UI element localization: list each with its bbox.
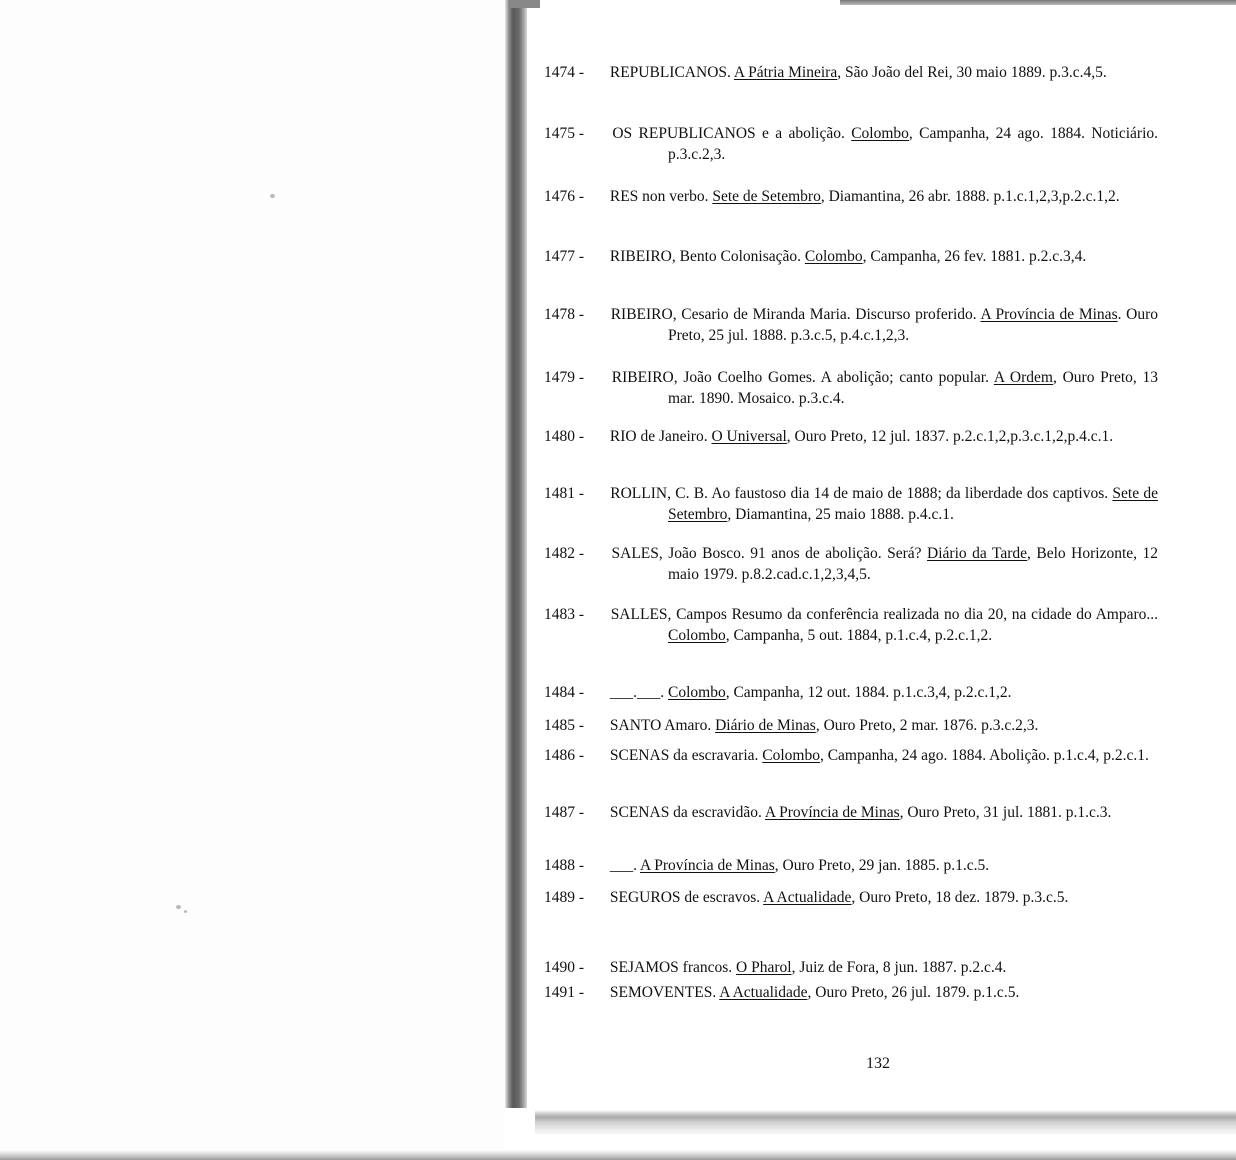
periodical-title: A Província de Minas <box>640 857 775 874</box>
entry-text: SEJAMOS francos. <box>609 959 737 976</box>
entry-text: SEGUROS de escravos. <box>609 889 764 906</box>
entry-text: RIBEIRO, Bento Colonisação. <box>609 248 805 265</box>
entry-1483: 1483 - SALLES, Campos Resumo da conferência realizada no dia 20, na cidade do Amparo... Colombo, Campanha, 5 out. 1884, p.1.c.4, p.2.c.1,2. <box>544 606 1158 644</box>
entry-details: , Ouro Preto, 18 dez. 1879. p.3.c.5. <box>851 889 1069 906</box>
page-number: 132 <box>866 1055 890 1072</box>
book-spine <box>505 0 527 1108</box>
entry-1490: 1490 - SEJAMOS francos. O Pharol, Juiz de Fora, 8 jun. 1887. p.2.c.4. <box>544 959 1007 976</box>
entry-details: . Ouro Preto, 25 jul. 1888. p.3.c.5, p.4.c.1,2,3. <box>668 306 1159 344</box>
speck-mark <box>270 194 275 198</box>
entry-details: , Ouro Preto, 31 jul. 1881. p.1.c.3. <box>899 804 1112 821</box>
entry-details: , Juiz de Fora, 8 jun. 1887. p.2.c.4. <box>791 959 1007 976</box>
entry-text: REPUBLICANOS. <box>609 64 734 81</box>
page-top-edge <box>840 0 1236 5</box>
entry-details: , Ouro Preto, 29 jan. 1885. p.1.c.5. <box>774 857 990 874</box>
entry-1487: 1487 - SCENAS da escravidão. A Província de Minas, Ouro Preto, 31 jul. 1881. p.1.c.3. <box>544 804 1112 821</box>
entry-text: SALES, João Bosco. 91 anos de abolição. Será? <box>611 545 928 562</box>
entry-details: , Diamantina, 26 abr. 1888. p.1.c.1,2,3,p.2.c.1,2. <box>820 188 1120 205</box>
periodical-title: Colombo <box>668 627 726 644</box>
entry-1476: 1476 - RES non verbo. Sete de Setembro, Diamantina, 26 abr. 1888. p.1.c.1,2,3,p.2.c.1,2. <box>544 188 1120 205</box>
periodical-title: A Actualidade <box>763 889 852 906</box>
entry-details: , Ouro Preto, 12 jul. 1837. p.2.c.1,2,p.3.c.1,2,p.4.c.1. <box>786 428 1114 445</box>
entry-1491: 1491 - SEMOVENTES. A Actualidade, Ouro Preto, 26 jul. 1879. p.1.c.5. <box>544 984 1020 1001</box>
periodical-title: A Ordem <box>993 369 1053 386</box>
periodical-title: A Pátria Mineira <box>733 64 838 81</box>
speck-mark <box>176 905 181 909</box>
periodical-title: Colombo <box>668 684 726 701</box>
entry-details: , Campanha, 26 fev. 1881. p.2.c.3,4. <box>862 248 1087 265</box>
entry-text: SEMOVENTES. <box>609 984 720 1001</box>
entry-1475: 1475 - OS REPUBLICANOS e a abolição. Colombo, Campanha, 24 ago. 1884. Noticiário. p.3.c.2,3. <box>544 125 1159 163</box>
entry-text: ___.___. <box>609 684 668 701</box>
scan-bottom-shadow <box>0 1150 1236 1160</box>
entry-text: ___. <box>609 857 641 874</box>
entry-text: SALLES, Campos Resumo da conferência realizada no dia 20, na cidade do Amparo... <box>610 606 1158 623</box>
periodical-title: A Província de Minas <box>980 306 1118 323</box>
entry-details: , Ouro Preto, 26 jul. 1879. p.1.c.5. <box>807 984 1020 1001</box>
periodical-title: A Actualidade <box>719 984 808 1001</box>
left-page <box>0 0 505 1160</box>
periodical-title: Colombo <box>804 248 863 265</box>
entry-text: RIBEIRO, Cesario de Miranda Maria. Discurso proferido. <box>610 306 981 323</box>
speck-mark <box>184 910 187 913</box>
entry-details: , Ouro Preto, 2 mar. 1876. p.3.c.2,3. <box>815 717 1039 734</box>
entry-text: RIO de Janeiro. <box>609 428 712 445</box>
entry-1489: 1489 - SEGUROS de escravos. A Actualidade, Ouro Preto, 18 dez. 1879. p.3.c.5. <box>544 889 1069 906</box>
entry-1488: 1488 - ___. A Província de Minas, Ouro Preto, 29 jan. 1885. p.1.c.5. <box>544 857 990 874</box>
page-bottom-edge <box>535 1110 1236 1134</box>
entry-1477: 1477 - RIBEIRO, Bento Colonisação. Colombo, Campanha, 26 fev. 1881. p.2.c.3,4. <box>544 248 1087 265</box>
entry-text: ROLLIN, C. B. Ao faustoso dia 14 de maio de 1888; da liberdade dos captivos. <box>610 485 1113 502</box>
entry-details: , Diamantina, 25 maio 1888. p.4.c.1. <box>727 506 954 523</box>
entry-text: OS REPUBLICANOS e a abolição. <box>612 125 852 142</box>
entry-1481: 1481 - ROLLIN, C. B. Ao faustoso dia 14 de maio de 1888; da liberdade dos captivos. Sete de Setembro, Diamantina, 25 maio 1888. p.4.c.1. <box>544 485 1158 523</box>
periodical-title: Colombo <box>762 747 820 764</box>
book-spine-top <box>510 0 540 8</box>
entry-details: , Campanha, 24 ago. 1884. Noticiário. p.3.c.2,3. <box>668 125 1159 163</box>
entry-1485: 1485 - SANTO Amaro. Diário de Minas, Ouro Preto, 2 mar. 1876. p.3.c.2,3. <box>544 717 1039 734</box>
entry-text: RIBEIRO, João Coelho Gomes. A abolição; canto popular. <box>611 369 994 386</box>
entry-text: SANTO Amaro. <box>609 717 716 734</box>
periodical-title: Diário da Tarde <box>927 545 1028 562</box>
entry-details: , Campanha, 5 out. 1884, p.1.c.4, p.2.c.1,2. <box>725 627 993 644</box>
periodical-title: Sete de Setembro <box>668 485 1158 523</box>
periodical-title: O Universal <box>711 428 787 445</box>
entry-text: RES non verbo. <box>609 188 713 205</box>
entry-1480: 1480 - RIO de Janeiro. O Universal, Ouro Preto, 12 jul. 1837. p.2.c.1,2,p.3.c.1,2,p.4.c.1. <box>544 428 1114 445</box>
entry-1486: 1486 - SCENAS da escravaria. Colombo, Campanha, 24 ago. 1884. Abolição. p.1.c.4, p.2.c.1. <box>544 747 1149 764</box>
entry-text: SCENAS da escravidão. <box>609 804 765 821</box>
entry-1482: 1482 - SALES, João Bosco. 91 anos de abolição. Será? Diário da Tarde, Belo Horizonte, 12 maio 1979. p.8.2.cad.c.1,2,3,4,5. <box>544 545 1158 583</box>
entry-1484: 1484 - ___.___. Colombo, Campanha, 12 out. 1884. p.1.c.3,4, p.2.c.1,2. <box>544 684 1012 701</box>
periodical-title: O Pharol <box>736 959 792 976</box>
entry-details: , São João del Rei, 30 maio 1889. p.3.c.4,5. <box>837 64 1107 81</box>
entry-details: , Campanha, 12 out. 1884. p.1.c.3,4, p.2.c.1,2. <box>725 684 1012 701</box>
periodical-title: Diário de Minas <box>715 717 816 734</box>
entry-1478: 1478 - RIBEIRO, Cesario de Miranda Maria. Discurso proferido. A Província de Minas. Ouro Preto, 25 jul. 1888. p.3.c.5, p.4.c.1,2,3. <box>544 306 1159 344</box>
periodical-title: A Província de Minas <box>764 804 900 821</box>
entry-details: , Belo Horizonte, 12 maio 1979. p.8.2.cad.c.1,2,3,4,5. <box>668 545 1158 583</box>
entry-details: , Ouro Preto, 13 mar. 1890. Mosaico. p.3.c.4. <box>668 369 1159 407</box>
entry-details: , Campanha, 24 ago. 1884. Abolição. p.1.c.4, p.2.c.1. <box>819 747 1149 764</box>
entry-1479: 1479 - RIBEIRO, João Coelho Gomes. A abolição; canto popular. A Ordem, Ouro Preto, 13 mar. 1890. Mosaico. p.3.c.4. <box>544 369 1159 407</box>
periodical-title: Colombo <box>851 125 909 142</box>
entry-1474: 1474 - REPUBLICANOS. A Pátria Mineira, São João del Rei, 30 maio 1889. p.3.c.4,5. <box>544 64 1107 81</box>
entry-text: SCENAS da escravaria. <box>609 747 763 764</box>
periodical-title: Sete de Setembro <box>712 188 821 205</box>
